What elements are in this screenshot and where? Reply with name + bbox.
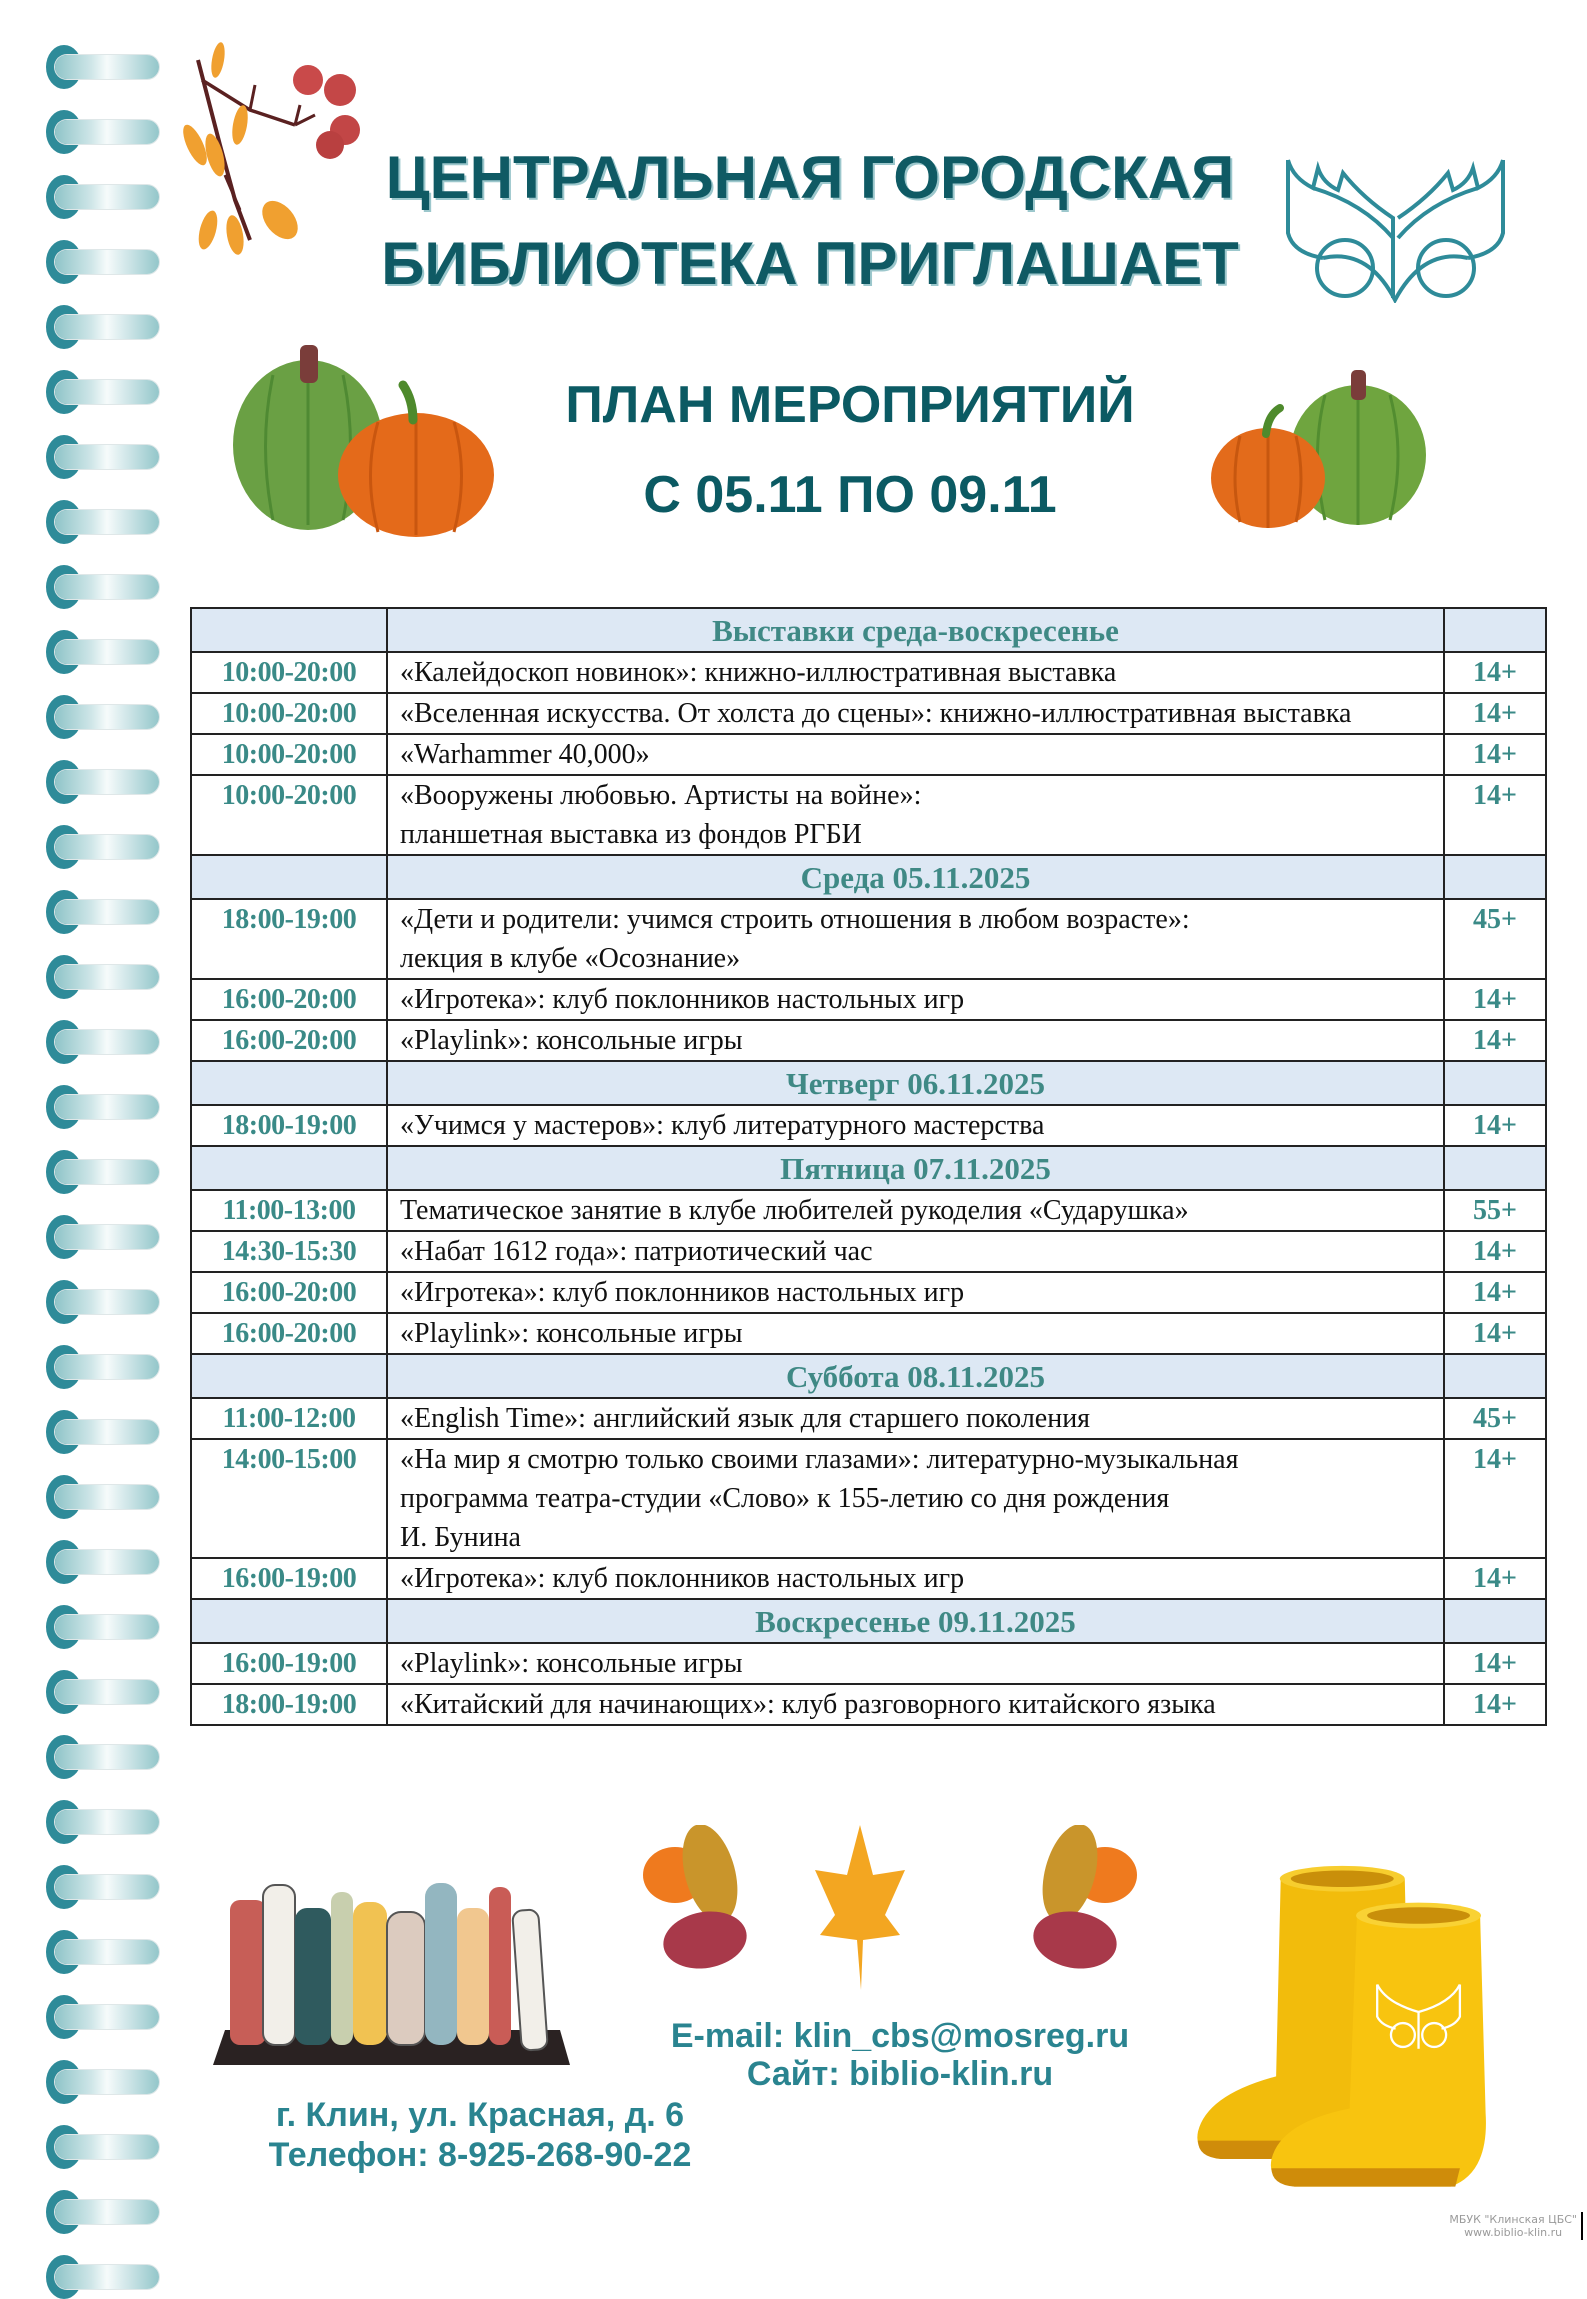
section-time-cell xyxy=(191,1061,387,1105)
event-time: 11:00-13:00 xyxy=(191,1190,387,1231)
event-description: «Набат 1612 года»: патриотический час xyxy=(387,1231,1444,1272)
spiral-ring xyxy=(46,435,162,479)
event-row xyxy=(191,1398,1546,1439)
event-time: 10:00-20:00 xyxy=(191,652,387,693)
section-header-row xyxy=(191,855,1546,899)
ring-bar-icon xyxy=(55,1875,159,1899)
event-description: «Playlink»: консольные игры xyxy=(387,1020,1444,1061)
ring-bar-icon xyxy=(55,705,159,729)
spiral-ring xyxy=(46,955,162,999)
section-header-row xyxy=(191,1354,1546,1398)
spiral-ring xyxy=(46,2060,162,2104)
spiral-ring xyxy=(46,565,162,609)
section-age-cell xyxy=(1444,1061,1546,1105)
event-description: «Warhammer 40,000» xyxy=(387,734,1444,775)
spiral-ring xyxy=(46,695,162,739)
event-row xyxy=(191,1643,1546,1684)
event-row xyxy=(191,1231,1546,1272)
event-row xyxy=(191,1313,1546,1354)
event-age-rating: 14+ xyxy=(1444,979,1546,1020)
ring-bar-icon xyxy=(55,315,159,339)
spiral-ring xyxy=(46,760,162,804)
spiral-ring xyxy=(46,175,162,219)
event-description: «Игротека»: клуб поклонников настольных игр xyxy=(387,1272,1444,1313)
event-time: 14:30-15:30 xyxy=(191,1231,387,1272)
section-header-row xyxy=(191,1061,1546,1105)
subtitle-line-1: ПЛАН МЕРОПРИЯТИЙ xyxy=(565,376,1135,434)
spiral-ring xyxy=(46,1735,162,1779)
ring-bar-icon xyxy=(55,2005,159,2029)
ring-bar-icon xyxy=(55,640,159,664)
event-row xyxy=(191,1558,1546,1599)
title-line-2: БИБЛИОТЕКА ПРИГЛАШАЕТ xyxy=(381,230,1239,297)
event-row xyxy=(191,1684,1546,1725)
ring-bar-icon xyxy=(55,2200,159,2224)
event-row xyxy=(191,899,1546,979)
event-time: 10:00-20:00 xyxy=(191,734,387,775)
leaf-cluster-right-icon xyxy=(1029,1825,1137,1975)
section-header-row xyxy=(191,608,1546,652)
ring-bar-icon xyxy=(55,1160,159,1184)
spiral-ring xyxy=(46,1930,162,1974)
event-row xyxy=(191,693,1546,734)
section-time-cell xyxy=(191,1354,387,1398)
event-age-rating: 45+ xyxy=(1444,899,1546,979)
event-description: «Игротека»: клуб поклонников настольных игр xyxy=(387,1558,1444,1599)
spiral-ring xyxy=(46,1670,162,1714)
spiral-ring xyxy=(46,630,162,674)
event-time: 18:00-19:00 xyxy=(191,899,387,979)
ring-bar-icon xyxy=(55,2265,159,2289)
event-age-rating: 14+ xyxy=(1444,1231,1546,1272)
section-age-cell xyxy=(1444,608,1546,652)
ring-bar-icon xyxy=(55,965,159,989)
event-description: «Учимся у мастеров»: клуб литературного мастерства xyxy=(387,1105,1444,1146)
spiral-ring xyxy=(46,1150,162,1194)
event-time: 18:00-19:00 xyxy=(191,1684,387,1725)
spiral-ring xyxy=(46,2190,162,2234)
event-description: «Калейдоскоп новинок»: книжно-иллюстративная выставка xyxy=(387,652,1444,693)
ring-bar-icon xyxy=(55,510,159,534)
books-icon xyxy=(230,1883,548,2051)
spiral-ring xyxy=(46,1410,162,1454)
event-row xyxy=(191,1105,1546,1146)
title-line-1: ЦЕНТРАЛЬНАЯ ГОРОДСКАЯ xyxy=(385,144,1235,211)
event-age-rating: 14+ xyxy=(1444,693,1546,734)
section-age-cell xyxy=(1444,1146,1546,1190)
section-title: Воскресенье 09.11.2025 xyxy=(387,1599,1444,1643)
spiral-ring xyxy=(46,1475,162,1519)
phone-text: Телефон: 8-925-268-90-22 xyxy=(268,2136,692,2174)
ring-bar-icon xyxy=(55,120,159,144)
event-row xyxy=(191,1190,1546,1231)
spiral-ring xyxy=(46,1280,162,1324)
event-description: «Вооружены любовью. Артисты на войне»: планшетная выставка из фондов РГБИ xyxy=(387,775,1444,855)
ring-bar-icon xyxy=(55,55,159,79)
section-time-cell xyxy=(191,1599,387,1643)
section-title: Выставки среда-воскресенье xyxy=(387,608,1444,652)
event-time: 14:00-15:00 xyxy=(191,1439,387,1558)
pumpkins-right-illustration xyxy=(1210,370,1450,530)
library-logo-icon xyxy=(1283,158,1508,303)
ring-bar-icon xyxy=(55,2135,159,2159)
event-age-rating: 14+ xyxy=(1444,1272,1546,1313)
ring-bar-icon xyxy=(55,1745,159,1769)
event-row xyxy=(191,1020,1546,1061)
watermark-line-2: www.biblio-klin.ru xyxy=(1464,2226,1563,2239)
spiral-ring xyxy=(46,1865,162,1909)
watermark-line-1: МБУК "Клинская ЦБС" xyxy=(1449,2213,1577,2226)
spiral-ring xyxy=(46,45,162,89)
ring-bar-icon xyxy=(55,1290,159,1314)
event-row xyxy=(191,1272,1546,1313)
leaf-cluster-left-icon xyxy=(643,1825,751,1975)
ring-bar-icon xyxy=(55,250,159,274)
event-age-rating: 14+ xyxy=(1444,1439,1546,1558)
ring-bar-icon xyxy=(55,1030,159,1054)
event-age-rating: 14+ xyxy=(1444,1105,1546,1146)
pumpkins-left-illustration xyxy=(228,340,508,540)
watermark xyxy=(1445,2212,1583,2240)
event-age-rating: 45+ xyxy=(1444,1398,1546,1439)
ring-bar-icon xyxy=(55,1225,159,1249)
spiral-ring xyxy=(46,2125,162,2169)
event-row xyxy=(191,775,1546,855)
event-description: «Playlink»: консольные игры xyxy=(387,1643,1444,1684)
ring-bar-icon xyxy=(55,1485,159,1509)
event-time: 11:00-12:00 xyxy=(191,1398,387,1439)
website-link[interactable]: Сайт: biblio-klin.ru xyxy=(746,2055,1054,2093)
spiral-ring xyxy=(46,1800,162,1844)
event-age-rating: 14+ xyxy=(1444,1313,1546,1354)
contact-info xyxy=(620,2017,1180,2093)
section-title: Среда 05.11.2025 xyxy=(387,855,1444,899)
address-text: г. Клин, ул. Красная, д. 6 xyxy=(275,2096,685,2134)
event-description: «На мир я смотрю только своими глазами»: литературно-музыкальная программа театра-студии «Слово» к 155-летию со дня рождения И. Бунина xyxy=(387,1439,1444,1558)
section-header-row xyxy=(191,1146,1546,1190)
section-time-cell xyxy=(191,1146,387,1190)
event-age-rating: 14+ xyxy=(1444,775,1546,855)
spiral-ring xyxy=(46,500,162,544)
event-description: Тематическое занятие в клубе любителей рукоделия «Сударушка» xyxy=(387,1190,1444,1231)
felt-boots-illustration xyxy=(1178,1865,1558,2205)
section-title: Суббота 08.11.2025 xyxy=(387,1354,1444,1398)
ring-bar-icon xyxy=(55,1420,159,1444)
ring-bar-icon xyxy=(55,1615,159,1639)
ring-bar-icon xyxy=(55,1550,159,1574)
ring-bar-icon xyxy=(55,770,159,794)
event-age-rating: 14+ xyxy=(1444,1558,1546,1599)
section-title: Четверг 06.11.2025 xyxy=(387,1061,1444,1105)
event-row xyxy=(191,652,1546,693)
event-age-rating: 14+ xyxy=(1444,1020,1546,1061)
ring-bar-icon xyxy=(55,445,159,469)
event-description: «Playlink»: консольные игры xyxy=(387,1313,1444,1354)
event-description: «Вселенная искусства. От холста до сцены»: книжно-иллюстративная выставка xyxy=(387,693,1444,734)
spiral-ring xyxy=(46,1605,162,1649)
event-row xyxy=(191,1439,1546,1558)
spiral-ring xyxy=(46,370,162,414)
berries-icon xyxy=(293,65,360,159)
ring-bar-icon xyxy=(55,1355,159,1379)
ring-bar-icon xyxy=(55,380,159,404)
event-description: «Дети и родители: учимся строить отношения в любом возрасте»: лекция в клубе «Осознание» xyxy=(387,899,1444,979)
ring-bar-icon xyxy=(55,1940,159,1964)
event-description: «Игротека»: клуб поклонников настольных игр xyxy=(387,979,1444,1020)
section-age-cell xyxy=(1444,1599,1546,1643)
schedule-table xyxy=(190,607,1547,1726)
spiral-ring xyxy=(46,1215,162,1259)
section-time-cell xyxy=(191,608,387,652)
autumn-leaves-illustration xyxy=(635,1825,1145,1995)
event-time: 16:00-20:00 xyxy=(191,1313,387,1354)
event-time: 10:00-20:00 xyxy=(191,693,387,734)
event-time: 16:00-20:00 xyxy=(191,979,387,1020)
event-time: 16:00-20:00 xyxy=(191,1020,387,1061)
spiral-ring xyxy=(46,890,162,934)
section-time-cell xyxy=(191,855,387,899)
spiral-ring xyxy=(46,240,162,284)
rowan-branch-illustration xyxy=(180,25,370,265)
spiral-ring xyxy=(46,2255,162,2299)
event-age-rating: 14+ xyxy=(1444,734,1546,775)
event-age-rating: 14+ xyxy=(1444,1643,1546,1684)
event-time: 18:00-19:00 xyxy=(191,1105,387,1146)
ring-bar-icon xyxy=(55,1095,159,1119)
event-description: «Китайский для начинающих»: клуб разговорного китайского языка xyxy=(387,1684,1444,1725)
spiral-ring xyxy=(46,305,162,349)
spiral-ring xyxy=(46,1345,162,1389)
event-age-rating: 14+ xyxy=(1444,1684,1546,1725)
section-age-cell xyxy=(1444,855,1546,899)
address-block xyxy=(200,2095,760,2175)
email-link[interactable]: E-mail: klin_cbs@mosreg.ru xyxy=(670,2017,1130,2055)
spiral-ring xyxy=(46,1020,162,1064)
event-time: 10:00-20:00 xyxy=(191,775,387,855)
spiral-binding xyxy=(0,0,170,2245)
section-title: Пятница 07.11.2025 xyxy=(387,1146,1444,1190)
ring-bar-icon xyxy=(55,185,159,209)
section-age-cell xyxy=(1444,1354,1546,1398)
spiral-ring xyxy=(46,825,162,869)
ring-bar-icon xyxy=(55,900,159,924)
ring-bar-icon xyxy=(55,575,159,599)
event-age-rating: 14+ xyxy=(1444,652,1546,693)
ring-bar-icon xyxy=(55,2070,159,2094)
maple-leaf-icon xyxy=(815,1825,905,1990)
schedule-body xyxy=(191,608,1546,1725)
subtitle-line-2: С 05.11 ПО 09.11 xyxy=(643,466,1057,524)
event-time: 16:00-19:00 xyxy=(191,1643,387,1684)
bookshelf-illustration xyxy=(205,1880,575,2080)
spiral-ring xyxy=(46,110,162,154)
event-age-rating: 55+ xyxy=(1444,1190,1546,1231)
event-time: 16:00-19:00 xyxy=(191,1558,387,1599)
spiral-ring xyxy=(46,1540,162,1584)
spiral-ring xyxy=(46,1995,162,2039)
ring-bar-icon xyxy=(55,835,159,859)
spiral-ring xyxy=(46,1085,162,1129)
ring-bar-icon xyxy=(55,1810,159,1834)
section-header-row xyxy=(191,1599,1546,1643)
event-row xyxy=(191,979,1546,1020)
event-row xyxy=(191,734,1546,775)
event-time: 16:00-20:00 xyxy=(191,1272,387,1313)
ring-bar-icon xyxy=(55,1680,159,1704)
event-description: «English Time»: английский язык для старшего поколения xyxy=(387,1398,1444,1439)
